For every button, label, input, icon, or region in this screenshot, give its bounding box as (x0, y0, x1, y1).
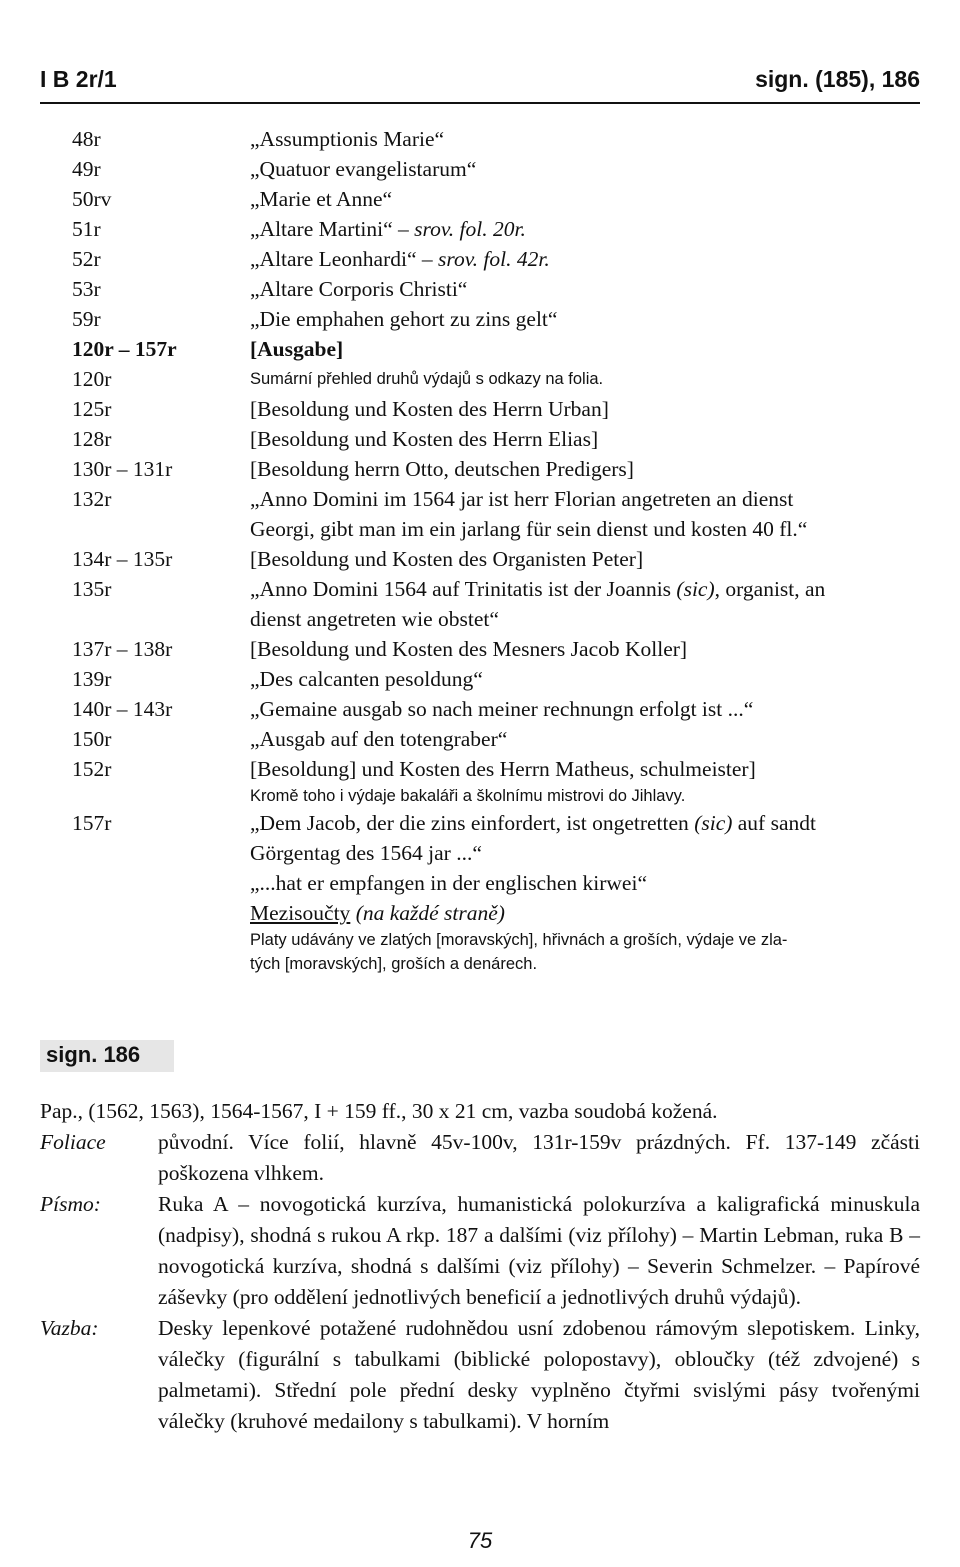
list-item: 48r „Assumptionis Marie“ (72, 127, 445, 151)
shelfmark: I B 2r/1 (40, 66, 117, 92)
list-item: 150r „Ausgab auf den totengraber“ (72, 727, 508, 751)
running-header (40, 66, 920, 104)
cross-reference: srov. fol. 20r. (414, 217, 526, 241)
list-item: 134r – 135r [Besoldung und Kosten des Organisten Peter] (72, 547, 644, 571)
list-item: 125r [Besoldung und Kosten des Herrn Urban] (72, 397, 609, 421)
page-number: 75 (467, 1528, 493, 1553)
list-item: 120r Sumární přehled druhů výdajů s odkazy na folia. (72, 367, 604, 391)
list-item: 52r „Altare Leonhardi“ – srov. fol. 42r. (72, 247, 550, 271)
list-item: 132r „Anno Domini im 1564 jar ist herr Florian angetreten an dienst Georgi, gibt man im ein jarlang für sein dienst und kosten 40 fl.“ (72, 487, 808, 541)
signature-label: sign. (185), 186 (755, 66, 920, 92)
list-item: 50rv „Marie et Anne“ (72, 187, 393, 211)
list-item: 59r „Die emphahen gehort zu zins gelt“ (72, 307, 558, 331)
list-item: 139r „Des calcanten pesoldung“ (72, 667, 483, 691)
description-section: Vazba: Desky lepenkové potažené rudohnědou usní zdobenou rámovým slepotiskem. Linky, válečky (figurální s tabulkami (biblické polopostavy), obloučky (též zdvojené) s palmetami). Střední pole přední desky vyplněno čtyřmi svislými pásy tvořenými válečky (kruhové medailony s tabulkami). V horním (40, 1316, 920, 1433)
list-item: 128r [Besoldung und Kosten des Herrn Elias] (72, 427, 599, 451)
editorial-note: Kromě toho i výdaje bakaláři a školnímu mistrovi do Jihlavy. (250, 787, 686, 805)
editorial-note: Platy udávány ve zlatých [moravských], hřivnách a groších, výdaje ve zla- (250, 931, 788, 949)
list-item: 137r – 138r [Besoldung und Kosten des Mesners Jacob Koller] (72, 637, 688, 661)
subtotal-label: Mezisoučty (250, 901, 351, 925)
contents-list (72, 124, 920, 976)
list-item: 49r „Quatuor evangelistarum“ (72, 157, 477, 181)
signature-heading: sign. 186 (40, 1040, 174, 1072)
list-item: 157r „Dem Jacob, der die zins einfordert, ist ongetretten (sic) auf sandt Görgentag des 1564 jar ...“ „...hat er empfangen in der englischen kirwei“ Mezisoučty (na každé straně) Platy udávány ve zlatých [moravských], hřivnách a groších, výdaje ve zla- tých [moravských], groších a denárech. (72, 808, 920, 976)
list-item: 135r „Anno Domini 1564 auf Trinitatis ist der Joannis (sic), organist, an dienst angetreten wie obstet“ (72, 577, 826, 631)
section-heading-row: 120r – 157r [Ausgabe] (72, 337, 344, 361)
list-item: 130r – 131r [Besoldung herrn Otto, deutschen Predigers] (72, 457, 634, 481)
description-section: Foliace původní. Více folií, hlavně 45v-100v, 131r-159v prázdných. Ff. 137-149 zčásti poškozena vlhkem. (40, 1130, 920, 1185)
list-item: 152r [Besoldung] und Kosten des Herrn Matheus, schulmeister] Kromě toho i výdaje bakaláři a školnímu mistrovi do Jihlavy. (72, 754, 920, 808)
list-item: 140r – 143r „Gemaine ausgab so nach meiner rechnungn erfolgt ist ...“ (72, 697, 754, 721)
list-item: 51r „Altare Martini“ – srov. fol. 20r. (72, 217, 526, 241)
physical-description: Pap., (1562, 1563), 1564-1567, I + 159 ff., 30 x 21 cm, vazba soudobá kožená. (40, 1099, 718, 1123)
cross-reference: srov. fol. 42r. (438, 247, 550, 271)
manuscript-description (40, 1096, 920, 1437)
description-section: Písmo: Ruka A – novogotická kurzíva, humanistická polokurzíva a kaligrafická minuskula (nadpisy), shodná s rukou A rkp. 187 a dalšími (viz přílohy) – Martin Lebman, ruka B – novogotická kurzíva, shodná s dalšími (viz přílohy) – Severin Schmelzer. – Papírové záševky (pro oddělení jednotlivých beneficií a jednotlivých druhů výdajů). (40, 1192, 920, 1309)
editorial-note: tých [moravských], groších a denárech. (250, 955, 538, 973)
list-item: 53r „Altare Corporis Christi“ (72, 277, 468, 301)
